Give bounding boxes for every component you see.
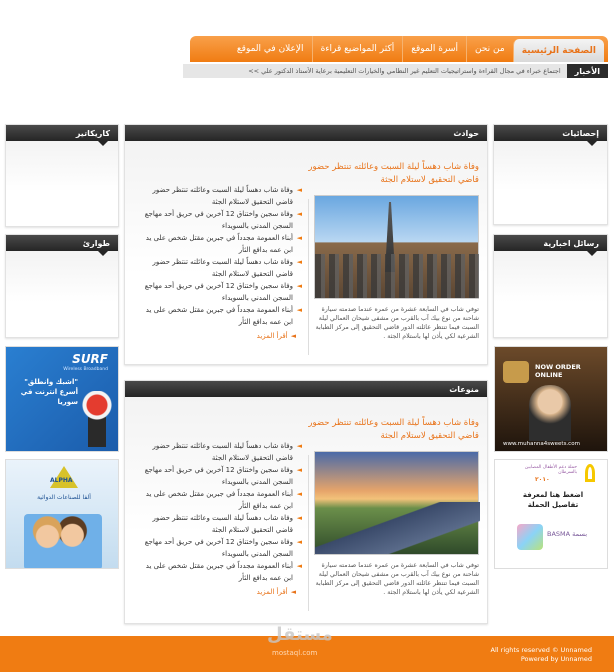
ad-alpha-text: ألفا للصناعات الدوائية xyxy=(37,494,91,501)
list-item[interactable]: ◄ أبناء العمومة مجدداً في جبرين مقتل شخص على يد ابن عمه بدافع الثأر xyxy=(137,304,302,328)
footer-text xyxy=(491,646,592,664)
ad-basma-campaign[interactable] xyxy=(494,459,608,569)
list-item[interactable]: ◄ وفاة شاب دهساً ليلة السبت وعائلته تنتظر حضور قاضي التحقيق لاستلام الجثة xyxy=(137,184,302,208)
list-item[interactable]: ◄ وفاة سجين واختناق 12 آخرين في حريق أحد مهاجع السجن المدني بالسويداء xyxy=(137,536,302,560)
ad-alpha-brand: ALPHA xyxy=(50,477,73,484)
list-item[interactable]: ◄ وفاة شاب دهساً ليلة السبت وعائلته تنتظر حضور قاضي التحقيق لاستلام الجثة xyxy=(137,256,302,280)
nav-team[interactable]: أسرة الموقع xyxy=(402,36,466,62)
ad-basma-cta: اضغط هنا لمعرفة تفاصيل الحملة xyxy=(522,491,584,509)
misc-feature-text: توفي شاب في السابعة عشرة من عمره عندما صدمته سيارة شاحنة من نوع بيك آب بالقرب من مشفى شيحان العمالي ليلة السبت فيما تنتظر عائلته الدور قاضي التحقيق إلى مركز الطبابة الشرعية لكي يأذن لها باستلام الجثة . xyxy=(315,562,479,596)
watermark-logo: مستقل xyxy=(267,624,333,645)
stats-panel-title: إحصائيات xyxy=(494,125,607,141)
read-more-arrow-icon: ◄ xyxy=(290,588,296,596)
incidents-panel-title: حوادث xyxy=(125,125,487,141)
misc-list xyxy=(137,440,302,596)
nav-home[interactable]: الصفحة الرئيسية xyxy=(513,39,604,62)
ad-surf[interactable] xyxy=(5,346,119,452)
nav-most-read[interactable]: أكثر المواضيع قراءة xyxy=(312,36,403,62)
stats-panel xyxy=(493,124,608,225)
main-nav xyxy=(190,36,608,62)
misc-feature-image[interactable] xyxy=(314,451,479,555)
incidents-read-more-link[interactable] xyxy=(137,332,302,340)
watermark-url: mostaql.com xyxy=(272,649,318,657)
ad-basma-top: حملة دعم الأطفال المصابين بالسرطان xyxy=(524,465,577,475)
read-more-label: أقرأ المزيد xyxy=(256,332,288,340)
incidents-feature-image[interactable] xyxy=(314,195,479,299)
misc-panel-title: منوعات xyxy=(125,381,487,397)
caricature-panel-body xyxy=(6,141,118,226)
ad-order-person xyxy=(529,385,571,441)
ad-alpha-people xyxy=(24,514,102,569)
misc-feature xyxy=(307,417,479,597)
list-item[interactable]: ◄ أبناء العمومة مجدداً في جبرين مقتل شخص على يد ابن عمه بدافع الثأر xyxy=(137,488,302,512)
nav-advertise[interactable]: الإعلان في الموقع xyxy=(236,44,304,54)
read-more-label: أقرأ المزيد xyxy=(256,588,288,596)
ticker-headline[interactable]: اجتماع خبراء في مجال القراءة واستراتيجيات التعليم غير النظامي والخيارات التعليمية برعاية الأستاذ الدكتور علي >> xyxy=(248,67,561,75)
incidents-feature xyxy=(307,161,479,341)
list-item[interactable]: ◄ أبناء العمومة مجدداً في جبرين مقتل شخص على يد ابن عمه بدافع الثأر xyxy=(137,560,302,584)
ad-surf-sub: Wireless Broadband xyxy=(63,367,108,372)
misc-panel xyxy=(124,380,488,624)
ad-order-online[interactable] xyxy=(494,346,608,452)
emergency-panel-body xyxy=(6,251,118,337)
incidents-list xyxy=(137,184,302,340)
ad-surf-brand: SURF xyxy=(72,352,108,366)
news-messages-panel-body xyxy=(494,251,607,337)
list-item[interactable]: ◄ وفاة شاب دهساً ليلة السبت وعائلته تنتظر حضور قاضي التحقيق لاستلام الجثة xyxy=(137,440,302,464)
incidents-feature-text: توفي شاب في السابعة عشرة من عمره عندما صدمته سيارة شاحنة من نوع بيك آب بالقرب من مشفى شيحان العمالي ليلة السبت فيما تنتظر عائلته الدور قاضي التحقيق إلى مركز الطبابة الشرعية لكي يأذن لها باستلام الجثة . xyxy=(315,306,479,340)
incidents-panel xyxy=(124,124,488,365)
news-messages-panel xyxy=(493,234,608,338)
ad-surf-rider xyxy=(80,391,114,447)
caricature-panel-title: كاريكاتير xyxy=(6,125,118,141)
footer-powered-by: Powered by Unnamed xyxy=(520,655,592,663)
news-messages-panel-title: رسائل اخبارية xyxy=(494,235,607,251)
ticker-label: الأخبار xyxy=(567,64,608,78)
ad-order-url: www.muhanna4sweets.com xyxy=(503,441,580,447)
misc-read-more-link[interactable] xyxy=(137,588,302,596)
footer-copyright: All rights reserved © Unnamed xyxy=(490,646,592,654)
nav-about[interactable]: من نحن xyxy=(466,36,513,62)
ad-order-text: NOW ORDER ONLINE xyxy=(535,363,581,379)
misc-panel-body xyxy=(125,397,487,623)
misc-feature-title[interactable]: وفاة شاب دهساً ليلة السبت وعائلته تنتظر حضور قاضي التحقيق لاستلام الجثة xyxy=(308,418,479,441)
ad-surf-text: "اشبك وانطلق" أسرع انترنت في سوريا xyxy=(20,378,78,406)
ad-basma-year: ٢٠١٠ xyxy=(535,476,550,483)
incidents-feature-title[interactable]: وفاة شاب دهساً ليلة السبت وعائلته تنتظر حضور قاضي التحقيق لاستلام الجثة xyxy=(308,162,479,185)
ad-order-logo xyxy=(503,361,529,383)
ad-basma-logo xyxy=(517,524,543,550)
ribbon-icon xyxy=(585,464,595,482)
list-item[interactable]: ◄ وفاة سجين واختناق 12 آخرين في حريق أحد مهاجع السجن المدني بالسويداء xyxy=(137,464,302,488)
emergency-panel xyxy=(5,234,119,338)
read-more-arrow-icon: ◄ xyxy=(290,332,296,340)
list-item[interactable]: ◄ وفاة شاب دهساً ليلة السبت وعائلته تنتظر حضور قاضي التحقيق لاستلام الجثة xyxy=(137,512,302,536)
ad-alpha[interactable] xyxy=(5,459,119,569)
list-item[interactable]: ◄ أبناء العمومة مجدداً في جبرين مقتل شخص على يد ابن عمه بدافع الثأر xyxy=(137,232,302,256)
stats-panel-body xyxy=(494,141,607,224)
emergency-panel-title: طوارئ xyxy=(6,235,118,251)
road-shape xyxy=(315,502,480,554)
list-item[interactable]: ◄ وفاة سجين واختناق 12 آخرين في حريق أحد مهاجع السجن المدني بالسويداء xyxy=(137,208,302,232)
ad-basma-brand: بسمة BASMA xyxy=(547,530,588,538)
list-item[interactable]: ◄ وفاة سجين واختناق 12 آخرين في حريق أحد مهاجع السجن المدني بالسويداء xyxy=(137,280,302,304)
skyline-shape xyxy=(315,254,480,298)
incidents-panel-body xyxy=(125,141,487,364)
misc-divider xyxy=(308,455,309,611)
news-ticker xyxy=(183,64,608,78)
caricature-panel xyxy=(5,124,119,227)
incidents-divider xyxy=(308,199,309,355)
